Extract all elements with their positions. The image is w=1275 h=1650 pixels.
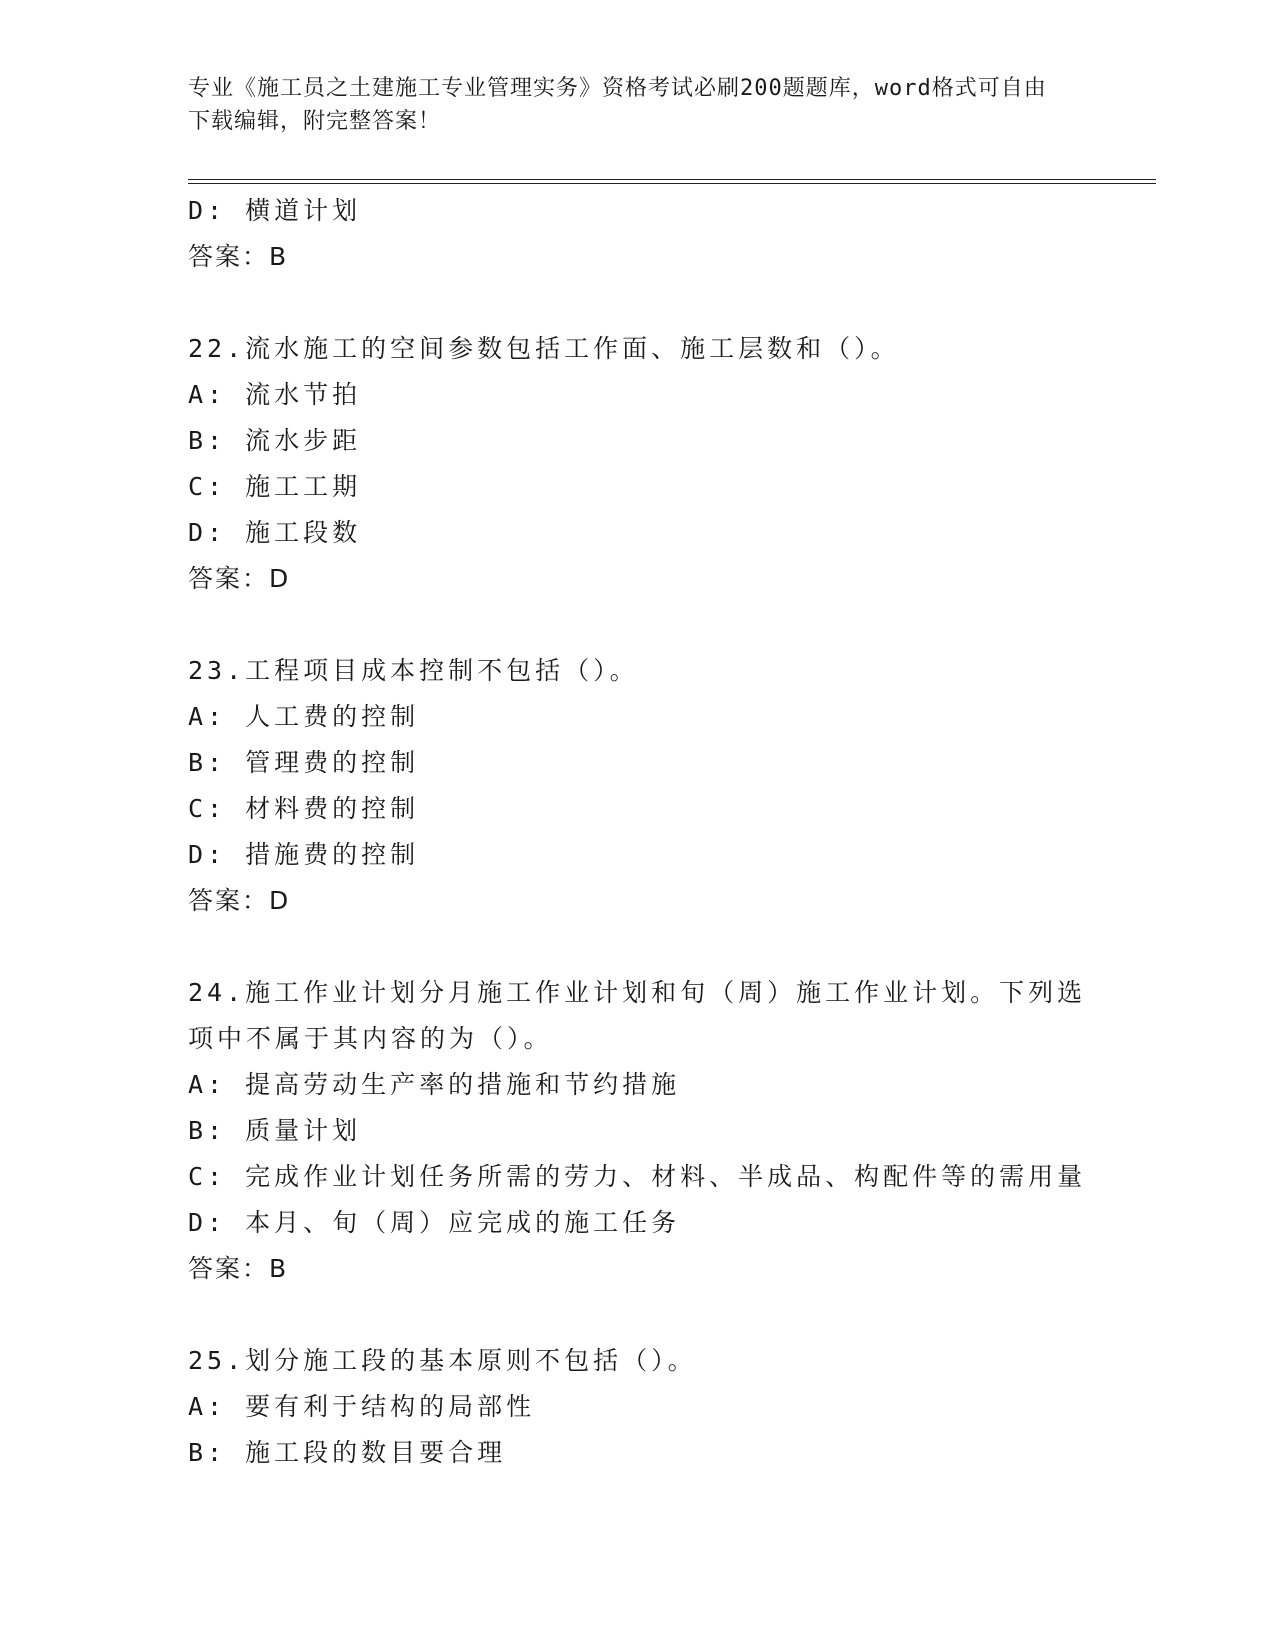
question-stem: 23.工程项目成本控制不包括（）。 [188, 656, 639, 685]
answer-line: 答案：B [188, 242, 289, 271]
option-d: D: 本月、旬（周）应完成的施工任务 [188, 1208, 681, 1237]
option-a: A: 提高劳动生产率的措施和节约措施 [188, 1070, 681, 1099]
option-b: B: 施工段的数目要合理 [188, 1438, 507, 1467]
spacer [188, 1292, 1088, 1338]
option-c: C: 施工工期 [188, 472, 362, 501]
document-header: 专业《施工员之土建施工专业管理实务》资格考试必刷200题题库，word格式可自由下载编辑，附完整答案！ [188, 76, 1047, 134]
option-c: C: 材料费的控制 [188, 794, 420, 823]
question-stem: 24.施工作业计划分月施工作业计划和旬（周）施工作业计划。下列选项中不属于其内容的为（）。 [188, 978, 1087, 1053]
answer-line: 答案：D [188, 564, 291, 593]
option-b: B: 质量计划 [188, 1116, 362, 1145]
answer-line: 答案：B [188, 1254, 289, 1283]
option-a: A: 人工费的控制 [188, 702, 420, 731]
option-b: B: 管理费的控制 [188, 748, 420, 777]
header-rule-top [188, 179, 1156, 180]
option-a: A: 流水节拍 [188, 380, 362, 409]
spacer [188, 280, 1088, 326]
option-c: C: 完成作业计划任务所需的劳力、材料、半成品、构配件等的需用量 [188, 1162, 1087, 1191]
option-a: A: 要有利于结构的局部性 [188, 1392, 536, 1421]
spacer [188, 602, 1088, 648]
option-d: D: 施工段数 [188, 518, 362, 547]
option-d: D: 横道计划 [188, 196, 362, 225]
question-list [188, 188, 1088, 1476]
question-stem: 25.划分施工段的基本原则不包括（）。 [188, 1346, 697, 1375]
header-rule-bottom [188, 183, 1156, 184]
option-d: D: 措施费的控制 [188, 840, 420, 869]
answer-line: 答案：D [188, 886, 291, 915]
option-b: B: 流水步距 [188, 426, 362, 455]
question-stem: 22.流水施工的空间参数包括工作面、施工层数和（）。 [188, 334, 900, 363]
spacer [188, 924, 1088, 970]
